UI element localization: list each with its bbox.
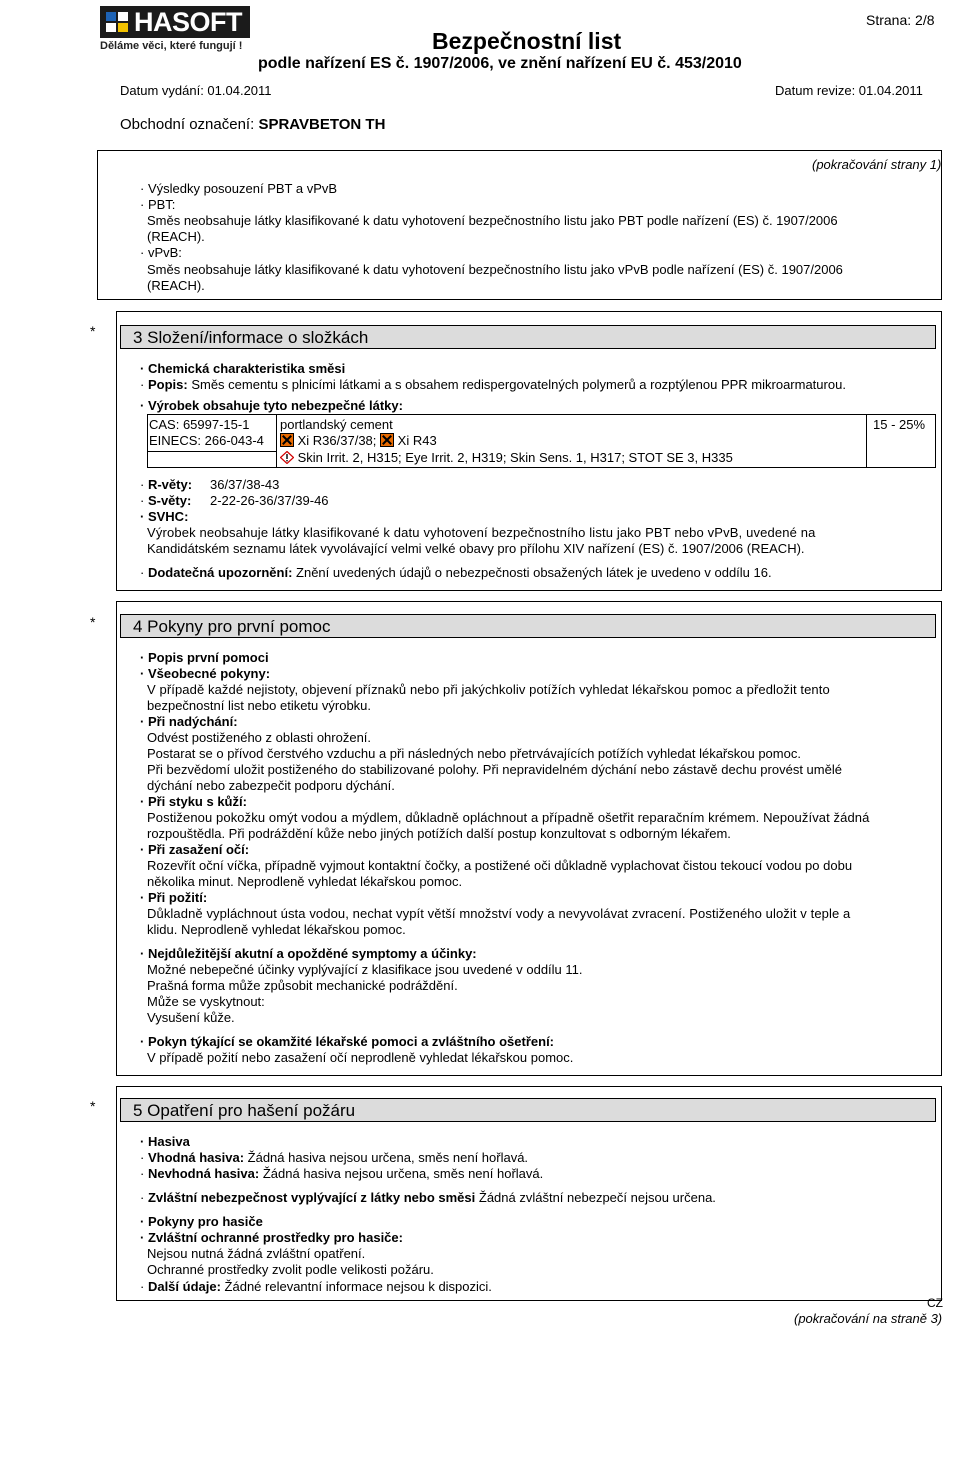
- trade-name-label: Obchodní označení:: [120, 116, 255, 133]
- protective-equipment-text-1: Nejsou nutná žádná zvláštní opatření.: [147, 1246, 366, 1261]
- logo-mark-icon: [106, 12, 128, 32]
- eye-contact-label: · Při zasažení očí:: [140, 842, 249, 858]
- vpvb-text-cont: (REACH).: [147, 278, 205, 293]
- suitable-media-line: [140, 1150, 528, 1166]
- special-hazards-text: Žádná zvláštní nebezpečí nejsou určena.: [478, 1190, 716, 1205]
- classification-dsd: [280, 433, 437, 449]
- s-phrases-label: S-věty:: [147, 493, 192, 508]
- special-hazards-label: Zvláštní nebezpečnost vyplývající z látky nebo směsi: [147, 1190, 476, 1205]
- immediate-aid-text: V případě požití nebo zasažení očí neprodleně vyhledat lékařskou pomoc.: [147, 1050, 574, 1065]
- issue-date: Datum vydání: 01.04.2011: [120, 83, 272, 98]
- revision-date: Datum revize: 01.04.2011: [775, 83, 923, 98]
- trade-name-line: [120, 116, 385, 133]
- inhalation-text-3: Při bezvědomí uložit postiženého do stabilizované polohy. Při nepravidelném dýchání nebo zástavě dechu provést umělé: [147, 762, 842, 777]
- section-4-title: 4 Pokyny pro první pomoc: [133, 617, 331, 636]
- r-phrases-label: R-věty:: [147, 477, 193, 492]
- unsuitable-media-line: [140, 1166, 543, 1182]
- suitable-media-text: Žádná hasiva nejsou určena, směs není hořlavá.: [247, 1150, 529, 1165]
- extra-info-text: Znění uvedených údajů o nebezpečnosti obsažených látek je uvedeno v oddílu 16.: [296, 565, 772, 580]
- classification-clp-text: Skin Irrit. 2, H315; Eye Irrit. 2, H319; Skin Sens. 1, H317; STOT SE 3, H335: [297, 450, 733, 465]
- additional-info-text: Žádné relevantní informace nejsou k dispozici.: [224, 1279, 492, 1294]
- r-phrases-line: [140, 477, 192, 493]
- ingestion-label: · Při požití:: [140, 890, 207, 906]
- general-instructions-text: V případě každé nejistoty, objevení příznaků nebo při jakýchkoliv potížích vyhledat lékařskou pomoc a předložit tento: [147, 682, 830, 697]
- protective-equipment-text-2: Ochranné prostředky zvolit podle velikosti požáru.: [147, 1262, 434, 1277]
- section-4-change-marker: *: [90, 614, 96, 630]
- skin-contact-label: · Při styku s kůží:: [140, 794, 247, 810]
- eye-contact-text-2: několika minut. Neprodleně vyhledat lékařskou pomoc.: [147, 874, 463, 889]
- symptoms-text-3: Může se vyskytnout:: [147, 994, 265, 1009]
- special-hazards-line: [140, 1190, 716, 1206]
- table-divider: [276, 414, 277, 468]
- unsuitable-media-label: Nevhodná hasiva:: [147, 1166, 260, 1181]
- section-3-change-marker: *: [90, 323, 96, 339]
- firefighter-advice-label: · Pokyny pro hasiče: [140, 1214, 263, 1230]
- document-subtitle: podle nařízení ES č. 1907/2006, ve znění nařízení EU č. 453/2010: [258, 55, 742, 72]
- r-phrases-value: 36/37/38-43: [210, 477, 280, 492]
- s-phrases-line: [140, 493, 191, 509]
- immediate-aid-label: · Pokyn týkající se okamžité lékařské pomoci a zvláštního ošetření:: [140, 1034, 554, 1050]
- symptoms-text-1: Možné nebepečné účinky vyplývající z klasifikace jsou uvedené v oddílu 11.: [147, 962, 583, 977]
- extra-info-label: Dodatečná upozornění:: [147, 565, 293, 580]
- svhc-text: Výrobek neobsahuje látky klasifikované k datu vyhotovení bezpečnostního listu jako PBT nebo vPvB, uvedené na: [147, 525, 816, 540]
- section-5-title: 5 Opatření pro hašení požáru: [133, 1101, 356, 1120]
- einecs-number: EINECS: 266-043-4: [149, 433, 264, 448]
- continued-on-note: (pokračování na straně 3): [794, 1311, 943, 1326]
- extinguishing-media-label: · Hasiva: [140, 1134, 190, 1150]
- popis-label: Popis:: [147, 377, 188, 392]
- svhc-text-cont: Kandidátském seznamu látek vyvolávající velmi velké obavy pro přílohu XIV nařízení (ES) č. 1907/2006 (REACH).: [147, 541, 805, 556]
- ingestion-text-2: klidu. Neprodleně vyhledat lékařskou pomoc.: [147, 922, 406, 937]
- section-4-header: [120, 614, 936, 638]
- first-aid-description: · Popis první pomoci: [140, 650, 269, 666]
- trade-name-value: SPRAVBETON TH: [258, 116, 386, 133]
- vpvb-label: · vPvB:: [140, 245, 182, 261]
- pbt-heading: · Výsledky posouzení PBT a vPvB: [140, 181, 337, 197]
- protective-equipment-label: · Zvláštní ochranné prostředky pro hasiče:: [140, 1230, 403, 1246]
- language-code: CZ: [927, 1296, 943, 1310]
- section-5-change-marker: *: [90, 1098, 96, 1114]
- classification-clp: [280, 450, 733, 466]
- substance-name: portlandský cement: [280, 417, 393, 432]
- skin-contact-text-2: rozpouštědla. Při podráždění kůže nebo jiných potížích další postup konzultovat s odborným lékařem.: [147, 826, 731, 841]
- vpvb-text: Směs neobsahuje látky klasifikované k datu vyhotovení bezpečnostního listu jako vPvB podle nařízení (ES) č. 1907/2006: [147, 262, 843, 277]
- continued-from-note: (pokračování strany 1): [812, 157, 942, 172]
- pbt-text: Směs neobsahuje látky klasifikované k datu vyhotovení bezpečnostního listu jako PBT podle nařízení (ES) č. 1907/2006: [147, 213, 838, 228]
- cas-number: CAS: 65997-15-1: [149, 417, 250, 432]
- inhalation-label: · Při nadýchání:: [140, 714, 238, 730]
- general-instructions-text-cont: bezpečnostní list nebo etiketu výrobku.: [147, 698, 372, 713]
- company-logo: [100, 6, 250, 38]
- popis-text: Směs cementu s plnicími látkami a s obsahem redispergovatelných polymerů a rozptýlenou PPR mikroarmaturou.: [191, 377, 846, 392]
- chem-char-label: · Chemická charakteristika směsi: [140, 361, 345, 377]
- eye-contact-text-1: Rozevřít oční víčka, případně vyjmout kontaktní čočky, a postižené oči důkladně vyplachovat čistou tekoucí vodou po dobu: [147, 858, 853, 873]
- logo-text: HASOFT: [134, 7, 242, 37]
- section-3-title: 3 Složení/informace o složkách: [133, 328, 369, 347]
- extra-info-line: [140, 565, 772, 581]
- hazardous-substances-label: · Výrobek obsahuje tyto nebezpečné látky:: [140, 398, 403, 414]
- inhalation-text-1: Odvést postiženého z oblasti ohrožení.: [147, 730, 372, 745]
- classification-xi-1: Xi R36/37/38;: [297, 433, 377, 448]
- page-number: Strana: 2/8: [866, 12, 935, 28]
- classification-xi-2: Xi R43: [397, 433, 437, 448]
- document-title: Bezpečnostní list: [432, 28, 622, 54]
- table-divider: [147, 451, 276, 452]
- general-instructions-label: · Všeobecné pokyny:: [140, 666, 270, 682]
- symptoms-label: · Nejdůležitější akutní a opožděné symptomy a účinky:: [140, 946, 477, 962]
- table-divider: [866, 414, 867, 468]
- skin-contact-text-1: Postiženou pokožku omýt vodou a mýdlem, důkladně opláchnout a případně ošetřit reparačním krémem. Nepoužívat žádná: [147, 810, 870, 825]
- section-3-header: [120, 325, 936, 349]
- logo-slogan: Děláme věci, které fungují !: [100, 40, 243, 52]
- additional-info-line: [140, 1279, 492, 1295]
- inhalation-text-4: dýchání nebo zabezpečit podporu dýchání.: [147, 778, 395, 793]
- symptoms-text-2: Prašná forma může způsobit mechanické podráždění.: [147, 978, 458, 993]
- section-5-header: [120, 1098, 936, 1122]
- svhc-label: · SVHC:: [140, 509, 188, 525]
- unsuitable-media-text: Žádná hasiva nejsou určena, směs není hořlavá.: [262, 1166, 544, 1181]
- concentration: 15 - 25%: [873, 417, 926, 432]
- harmful-x-icon: [280, 433, 294, 447]
- popis-line: [140, 377, 846, 393]
- pbt-text-cont: (REACH).: [147, 229, 205, 244]
- pbt-label: · PBT:: [140, 197, 175, 213]
- s-phrases-value: 2-22-26-36/37/39-46: [210, 493, 329, 508]
- harmful-x-icon: [380, 433, 394, 447]
- inhalation-text-2: Postarat se o přívod čerstvého vzduchu a při následných nebo přetrvávajících potížích vyhledat lékařskou pomoc.: [147, 746, 801, 761]
- ingestion-text-1: Důkladně vypláchnout ústa vodou, nechat vypít větší množství vody a nevyvolávat zvracení. Postiženého uložit v teple a: [147, 906, 851, 921]
- symptoms-text-4: Vysušení kůže.: [147, 1010, 235, 1025]
- additional-info-label: Další údaje:: [147, 1279, 221, 1294]
- suitable-media-label: Vhodná hasiva:: [147, 1150, 245, 1165]
- exclamation-mark-icon: [280, 451, 294, 464]
